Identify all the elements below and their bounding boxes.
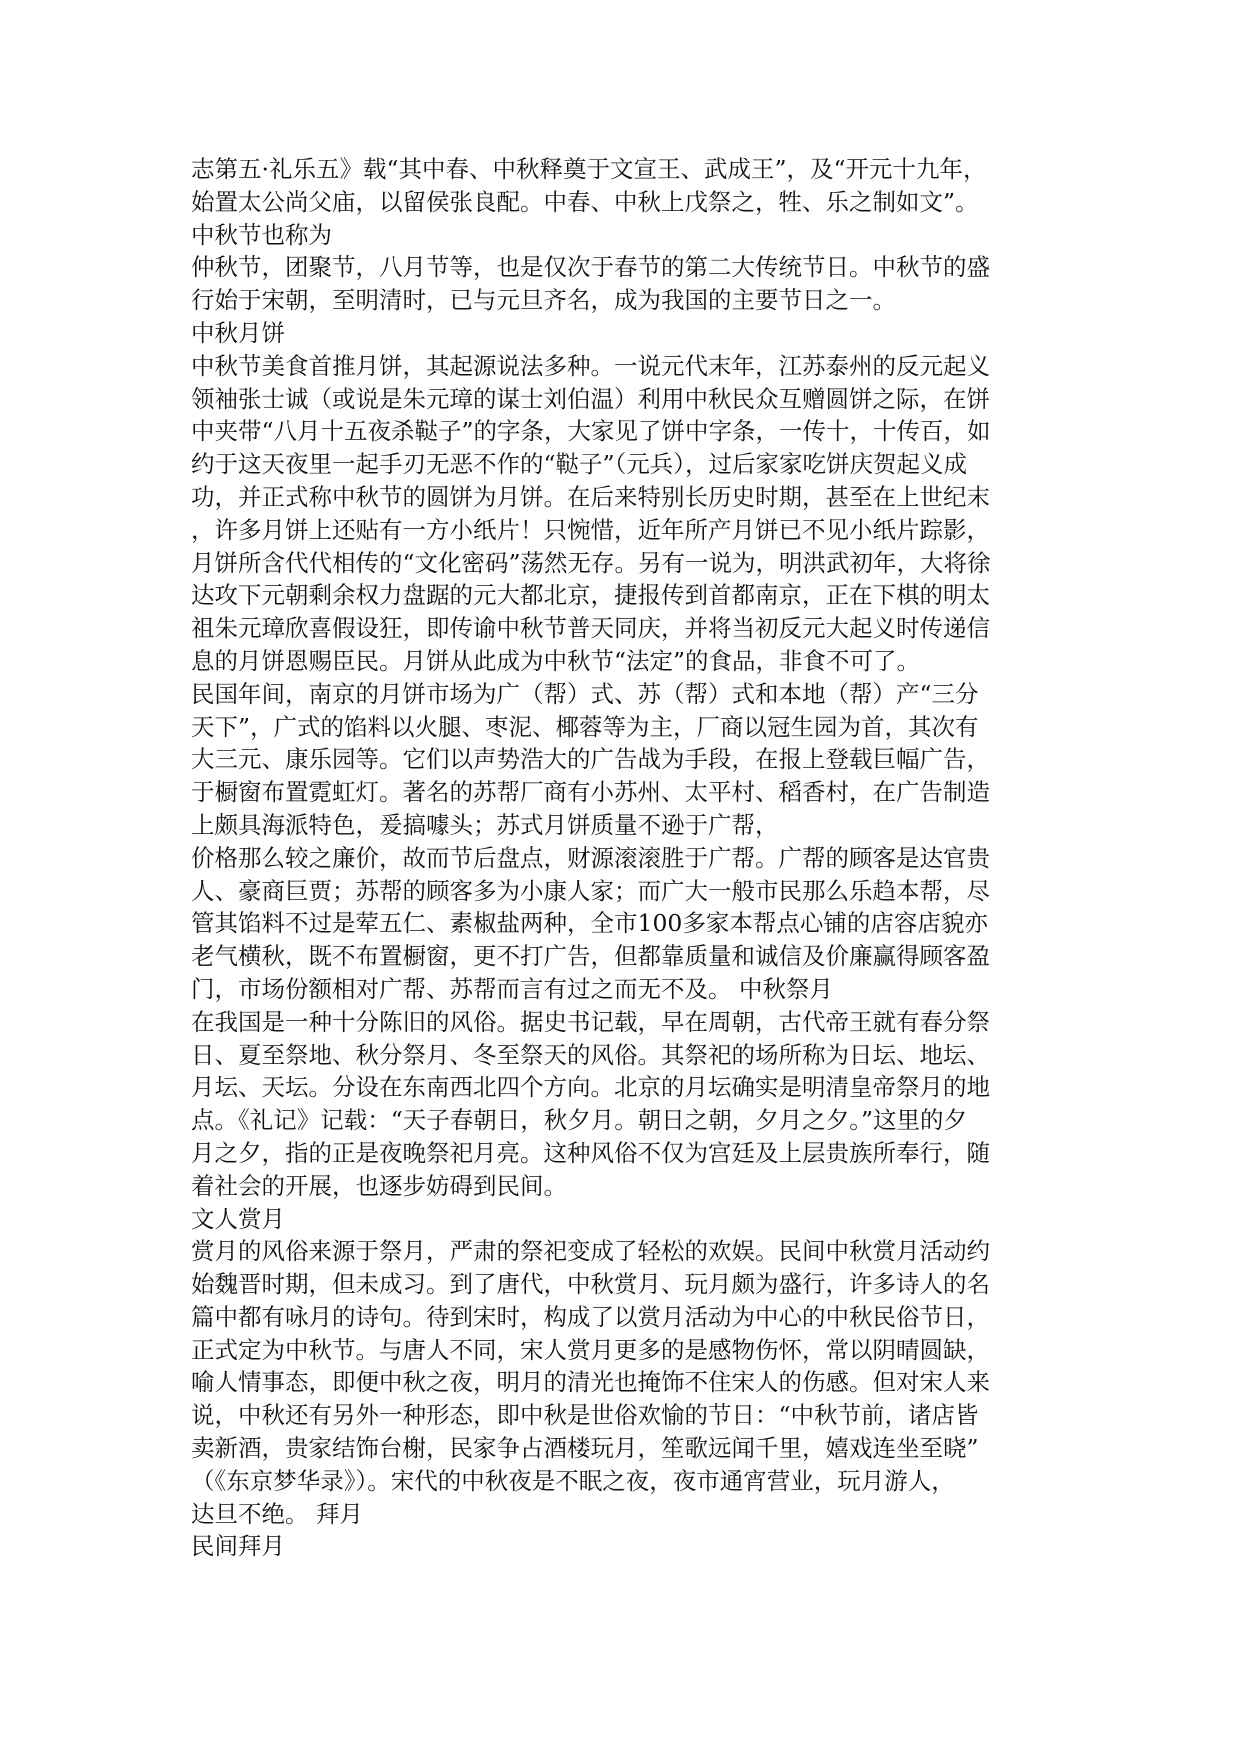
text-line: 天下”，广式的馅料以火腿、枣泥、椰蓉等为主，厂商以冠生园为首，其次有 xyxy=(191,712,979,741)
section-heading: 中秋月饼 xyxy=(191,318,285,347)
text-line: ，许多月饼上还贴有一方小纸片！只惋惜，近年所产月饼已不见小纸片踪影， xyxy=(191,515,990,544)
text-line: 始置太公尚父庙，以留侯张良配。中春、中秋上戊祭之，牲、乐之制如文”。 xyxy=(191,187,979,216)
text-line: 大三元、康乐园等。它们以声势浩大的广告战为手段，在报上登载巨幅广告， xyxy=(191,745,990,774)
text-line: 祖朱元璋欣喜假设狂，即传谕中秋节普天同庆，并将当初反元大起义时传递信 xyxy=(191,614,990,643)
text-line: 志第五·礼乐五》载“其中春、中秋释奠于文宣王、武成王”，及“开元十九年， xyxy=(191,155,987,183)
text-line: 月饼所含代代相传的“文化密码”荡然无存。另有一说为，明洪武初年，大将徐 xyxy=(191,548,991,577)
text-line: 中夹带“八月十五夜杀鞑子”的字条，大家见了饼中字条，一传十，十传百，如 xyxy=(191,417,991,446)
text-line: 点。《礼记》记载：“天子春朝日，秋夕月。朝日之朝，夕月之夕。”这里的夕 xyxy=(191,1106,968,1135)
text-line: 月之夕，指的正是夜晚祭祀月亮。这种风俗不仅为宫廷及上层贵族所奉行，随 xyxy=(191,1138,990,1167)
text-line: 老气横秋，既不布置橱窗，更不打广告，但都靠质量和诚信及价廉赢得顾客盈 xyxy=(191,942,990,971)
text-line: 达攻下元朝剩余权力盘踞的元大都北京，捷报传到首都南京，正在下棋的明太 xyxy=(191,581,990,610)
section-heading: 中秋节也称为 xyxy=(191,220,332,249)
text-line: 价格那么较之廉价，故而节后盘点，财源滚滚胜于广帮。广帮的顾客是达官贵 xyxy=(191,843,990,872)
section-heading: 文人赏月 xyxy=(191,1204,285,1233)
text-line: 在我国是一种十分陈旧的风俗。据史书记载，早在周朝，古代帝王就有春分祭 xyxy=(191,1007,990,1036)
text-line: 息的月饼恩赐臣民。月饼从此成为中秋节“法定”的食品，非食不可了。 xyxy=(191,646,921,675)
text-line: 民国年间，南京的月饼市场为广（帮）式、苏（帮）式和本地（帮）产“三分 xyxy=(191,679,979,708)
text-line: 管其馅料不过是荤五仁、素椒盐两种，全市100多家本帮点心铺的店容店貌亦 xyxy=(191,909,988,938)
text-line: 上颇具海派特色，爰搞噱头；苏式月饼质量不逊于广帮， xyxy=(191,810,779,839)
text-line: 领袖张士诚（或说是朱元璋的谋士刘伯温）利用中秋民众互赠圆饼之际，在饼 xyxy=(191,384,990,413)
text-line: 日、夏至祭地、秋分祭月、冬至祭天的风俗。其祭祀的场所称为日坛、地坛、 xyxy=(191,1040,990,1069)
text-line: 人、豪商巨贾；苏帮的顾客多为小康人家；而广大一般市民那么乐趋本帮，尽 xyxy=(191,876,990,905)
text-line: （《东京梦华录》）。宋代的中秋夜是不眠之夜，夜市通宵营业，玩月游人， xyxy=(191,1466,955,1495)
text-line: 于橱窗布置霓虹灯。著名的苏帮厂商有小苏州、太平村、稻香村，在广告制造 xyxy=(191,778,990,807)
text-line: 始魏晋时期，但未成习。到了唐代，中秋赏月、玩月颇为盛行，许多诗人的名 xyxy=(191,1270,990,1299)
text-line: 月坛、天坛。分设在东南西北四个方向。北京的月坛确实是明清皇帝祭月的地 xyxy=(191,1073,990,1102)
text-line: 说，中秋还有另外一种形态，即中秋是世俗欢愉的节日：“中秋节前，诸店皆 xyxy=(191,1401,979,1430)
section-heading: 民间拜月 xyxy=(191,1532,285,1561)
text-line: 门，市场份额相对广帮、苏帮而言有过之而无不及。 中秋祭月 xyxy=(191,974,833,1003)
text-line: 约于这天夜里一起手刃无恶不作的“鞑子”（元兵），过后家家吃饼庆贺起义成 xyxy=(191,450,968,479)
text-line: 篇中都有咏月的诗句。待到宋时，构成了以赏月活动为中心的中秋民俗节日， xyxy=(191,1302,990,1331)
text-line: 仲秋节，团聚节，八月节等，也是仅次于春节的第二大传统节日。中秋节的盛 xyxy=(191,253,990,282)
text-line: 中秋节美食首推月饼，其起源说法多种。一说元代末年，江苏泰州的反元起义 xyxy=(191,351,990,380)
text-line: 喻人情事态，即便中秋之夜，明月的清光也掩饰不住宋人的伤感。但对宋人来 xyxy=(191,1368,990,1397)
text-line: 达旦不绝。 拜月 xyxy=(191,1499,363,1528)
text-line: 行始于宋朝，至明清时，已与元旦齐名，成为我国的主要节日之一。 xyxy=(191,286,896,315)
body-text xyxy=(191,153,1061,1563)
text-line: 赏月的风俗来源于祭月，严肃的祭祀变成了轻松的欢娱。民间中秋赏月活动约 xyxy=(191,1237,990,1266)
text-line: 功，并正式称中秋节的圆饼为月饼。在后来特别长历史时期，甚至在上世纪末 xyxy=(191,482,990,511)
text-line: 正式定为中秋节。与唐人不同，宋人赏月更多的是感物伤怀，常以阴晴圆缺， xyxy=(191,1335,990,1364)
text-line: 卖新酒，贵家结饰台榭，民家争占酒楼玩月，笙歌远闻千里，嬉戏连坐至晓” xyxy=(191,1434,979,1463)
text-line: 着社会的开展，也逐步妨碍到民间。 xyxy=(191,1171,567,1200)
